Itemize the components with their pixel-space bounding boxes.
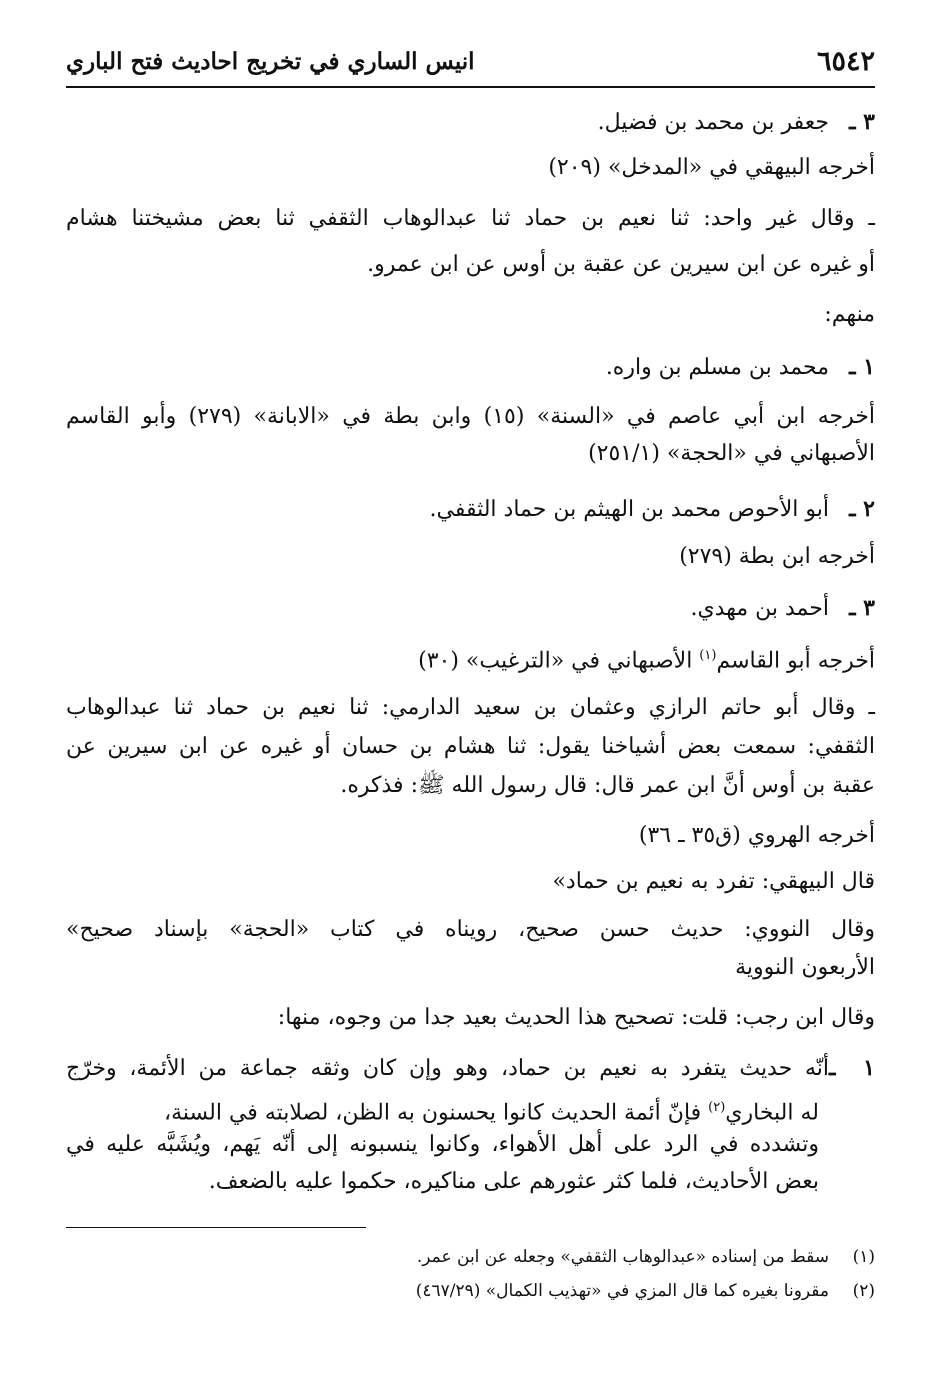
list-item xyxy=(66,100,875,145)
body-text: فإنّ أئمة الحديث كانوا يحسنون به الظن، لصلابته في السنة، xyxy=(164,1100,709,1126)
footnote-rule xyxy=(66,1227,366,1228)
page-number: ٦٥٤٢ xyxy=(816,45,875,77)
body-line: عقبة بن أوس أنَّ ابن عمر قال: قال رسول الله ﷺ: فذكره. xyxy=(340,773,875,798)
body-line: ـ وقال أبو حاتم الرازي وعثمان بن سعيد الدارمي: ثنا نعيم بن حماد ثنا عبدالوهاب xyxy=(66,695,875,720)
list-item xyxy=(66,586,875,631)
footnote xyxy=(66,1276,875,1306)
body-line: بعض الأحاديث، فلما كثر عثورهم على مناكيره، حكموا عليه بالضعف. xyxy=(208,1169,819,1194)
body-line: أو غيره عن ابن سيرين عن عقبة بن أوس عن ابن عمرو. xyxy=(367,252,875,277)
running-header xyxy=(66,38,875,84)
footnote-text: مقرونا بغيره كما قال المزي في «تهذيب الكمال» (٤٦٧/٢٩) xyxy=(415,1281,829,1301)
footnote-ref: (١) xyxy=(699,648,717,663)
body-text: له البخاري xyxy=(725,1100,819,1126)
list-item xyxy=(66,487,875,532)
body-line: ـ وقال غير واحد: ثنا نعيم بن حماد ثنا عبدالوهاب الثقفي ثنا بعض مشيختنا هشام xyxy=(66,206,875,231)
body-line: أحمد بن مهدي. xyxy=(690,596,829,621)
body-line: أخرجه البيهقي في «المدخل» (٢٠٩) xyxy=(548,155,875,180)
footnote xyxy=(66,1242,875,1272)
body-line: وتشدده في الرد على أهل الأهواء، وكانوا ينسبونه إلى أنّه يَهم، ويُشَبَّه عليه في xyxy=(66,1132,819,1157)
body-text: الأصبهاني في «الترغيب» (٣٠) xyxy=(418,648,700,674)
body-line: الثقفي: سمعت بعض أشياخنا يقول: ثنا هشام بن حسان أو غيره عن ابن سيرين عن xyxy=(66,734,875,759)
body-line: محمد بن مسلم بن واره. xyxy=(605,355,829,380)
body-line: الأربعون النووية xyxy=(735,955,875,980)
item-number: ٢ ـ xyxy=(849,496,875,522)
body-line: أخرجه الهروي (ق٣٥ ـ ٣٦) xyxy=(638,823,875,848)
footnote-ref: (٢) xyxy=(708,1100,726,1115)
item-number: ١ ـ xyxy=(849,354,875,380)
item-number: ٣ ـ xyxy=(849,595,875,621)
body-line: الأصبهاني في «الحجة» (٢٥١/١) xyxy=(588,441,875,466)
body-line: قال البيهقي: تفرد به نعيم بن حماد» xyxy=(552,869,875,894)
item-number: ٣ ـ xyxy=(849,109,875,135)
list-item xyxy=(66,1046,875,1091)
body-line: جعفر بن محمد بن فضيل. xyxy=(597,110,829,135)
footnote-number: (١) xyxy=(852,1247,875,1267)
book-title: انيس الساري في تخريج احاديث فتح الباري xyxy=(66,47,475,75)
header-rule xyxy=(66,86,875,88)
footnote-text: سقط من إسناده «عبدالوهاب الثقفي» وجعله عن ابن عمر. xyxy=(416,1247,829,1267)
body-line: وقال النووي: حديث حسن صحيح، رويناه في كتاب «الحجة» بإسناد صحيح» xyxy=(66,917,875,942)
body-line: أخرجه ابن بطة (٢٧٩) xyxy=(679,544,875,569)
footnote-number: (٢) xyxy=(852,1281,875,1301)
body-text: أخرجه أبو القاسم xyxy=(716,648,875,674)
body-line xyxy=(66,634,875,683)
body-line: أخرجه ابن أبي عاصم في «السنة» (١٥) وابن بطة في «الابانة» (٢٧٩) وأبو القاسم xyxy=(66,404,875,429)
body-line: أبو الأحوص محمد بن الهيثم بن حماد الثقفي. xyxy=(429,497,829,522)
item-number: ١ ـ xyxy=(829,1055,875,1081)
list-item xyxy=(66,345,875,390)
body-line: وقال ابن رجب: قلت: تصحيح هذا الحديث بعيد جدا من وجوه، منها: xyxy=(277,1005,875,1030)
body-line: منهم: xyxy=(824,302,875,327)
body-text: أنّه حديث يتفرد به نعيم بن حماد، وهو وإن كان وثقه جماعة من الأئمة، وخرّج xyxy=(66,1056,829,1081)
